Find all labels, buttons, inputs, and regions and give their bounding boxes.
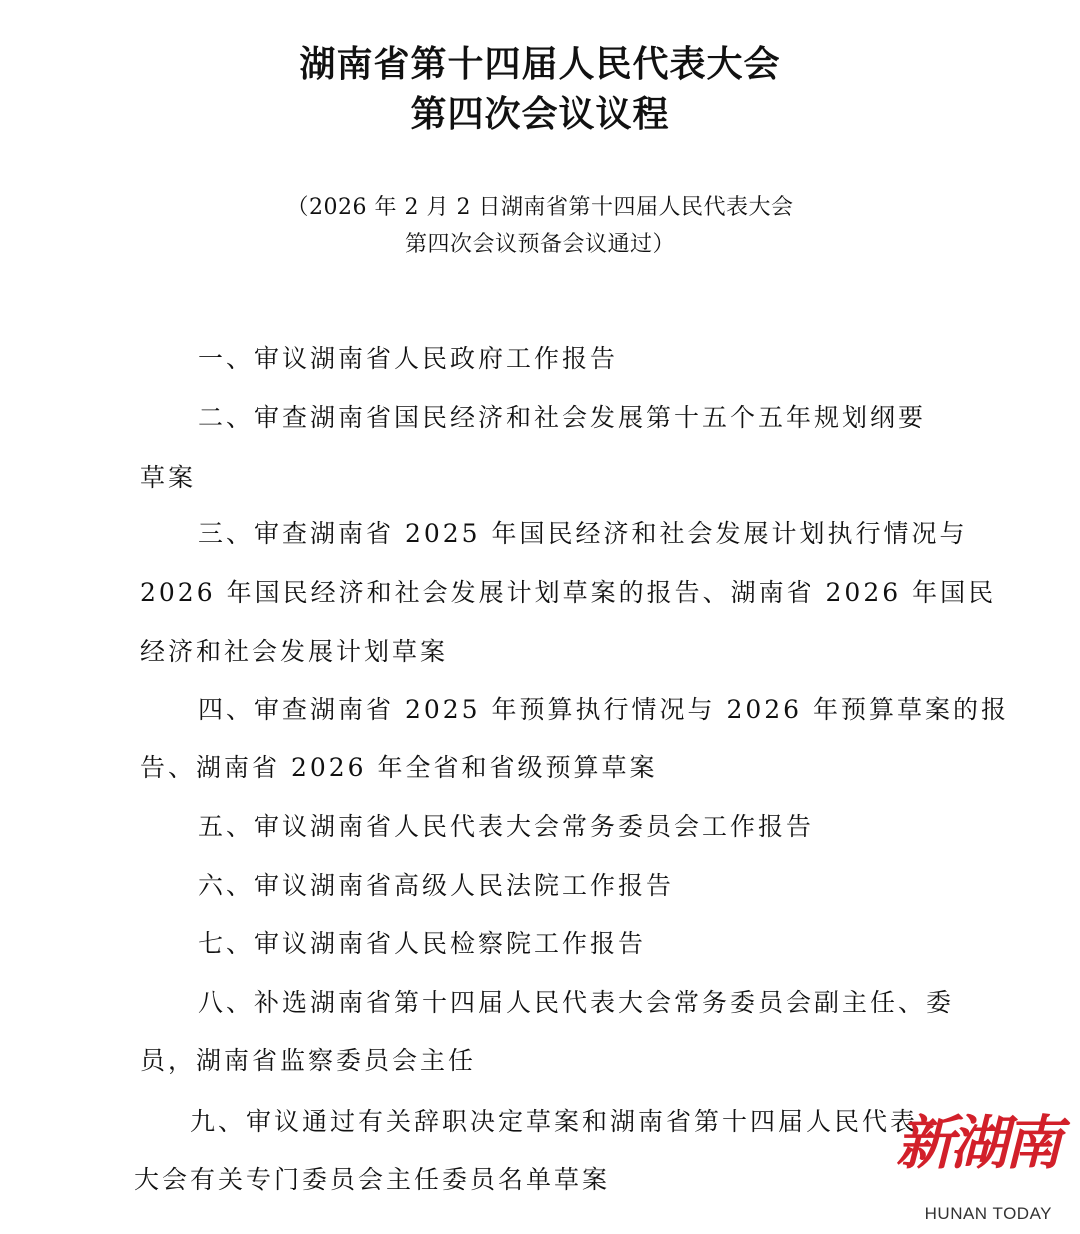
agenda-line: 大会有关专门委员会主任委员名单草案 (134, 1165, 611, 1194)
agenda-line: 三、审查湖南省 2025 年国民经济和社会发展计划执行情况与 (198, 519, 968, 548)
agenda-line: 五、审议湖南省人民代表大会常务委员会工作报告 (198, 812, 815, 841)
agenda-line: 八、补选湖南省第十四届人民代表大会常务委员会副主任、委 (198, 988, 955, 1017)
agenda-line: 经济和社会发展计划草案 (140, 637, 449, 666)
logo-english: HUNAN TODAY (924, 1204, 1052, 1223)
agenda-line: 草案 (140, 463, 197, 492)
agenda-line: 2026 年国民经济和社会发展计划草案的报告、湖南省 2026 年国民 (140, 578, 997, 607)
document-subtitle-line2: 第四次会议预备会议通过） (404, 232, 675, 257)
agenda-line: 二、审查湖南省国民经济和社会发展第十五个五年规划纲要 (198, 403, 927, 432)
agenda-line: 四、审查湖南省 2025 年预算执行情况与 2026 年预算草案的报 (198, 695, 1010, 724)
agenda-line: 七、审议湖南省人民检察院工作报告 (198, 929, 647, 958)
document-title-line1: 湖南省第十四届人民代表大会 (299, 43, 781, 85)
agenda-line: 六、审议湖南省高级人民法院工作报告 (198, 871, 675, 900)
agenda-line: 员，湖南省监察委员会主任 (140, 1046, 477, 1075)
hunan-today-logo (886, 1108, 1066, 1228)
logo-wordmark: 新湖南 (895, 1109, 1058, 1177)
document-title-line2: 第四次会议议程 (410, 93, 670, 135)
agenda-line: 告、湖南省 2026 年全省和省级预算草案 (140, 753, 658, 782)
document-subtitle-line1: （2026 年 2 月 2 日湖南省第十四届人民代表大会 (286, 195, 794, 220)
agenda-line: 九、审议通过有关辞职决定草案和湖南省第十四届人民代表 (190, 1107, 919, 1136)
agenda-line: 一、审议湖南省人民政府工作报告 (198, 344, 619, 373)
